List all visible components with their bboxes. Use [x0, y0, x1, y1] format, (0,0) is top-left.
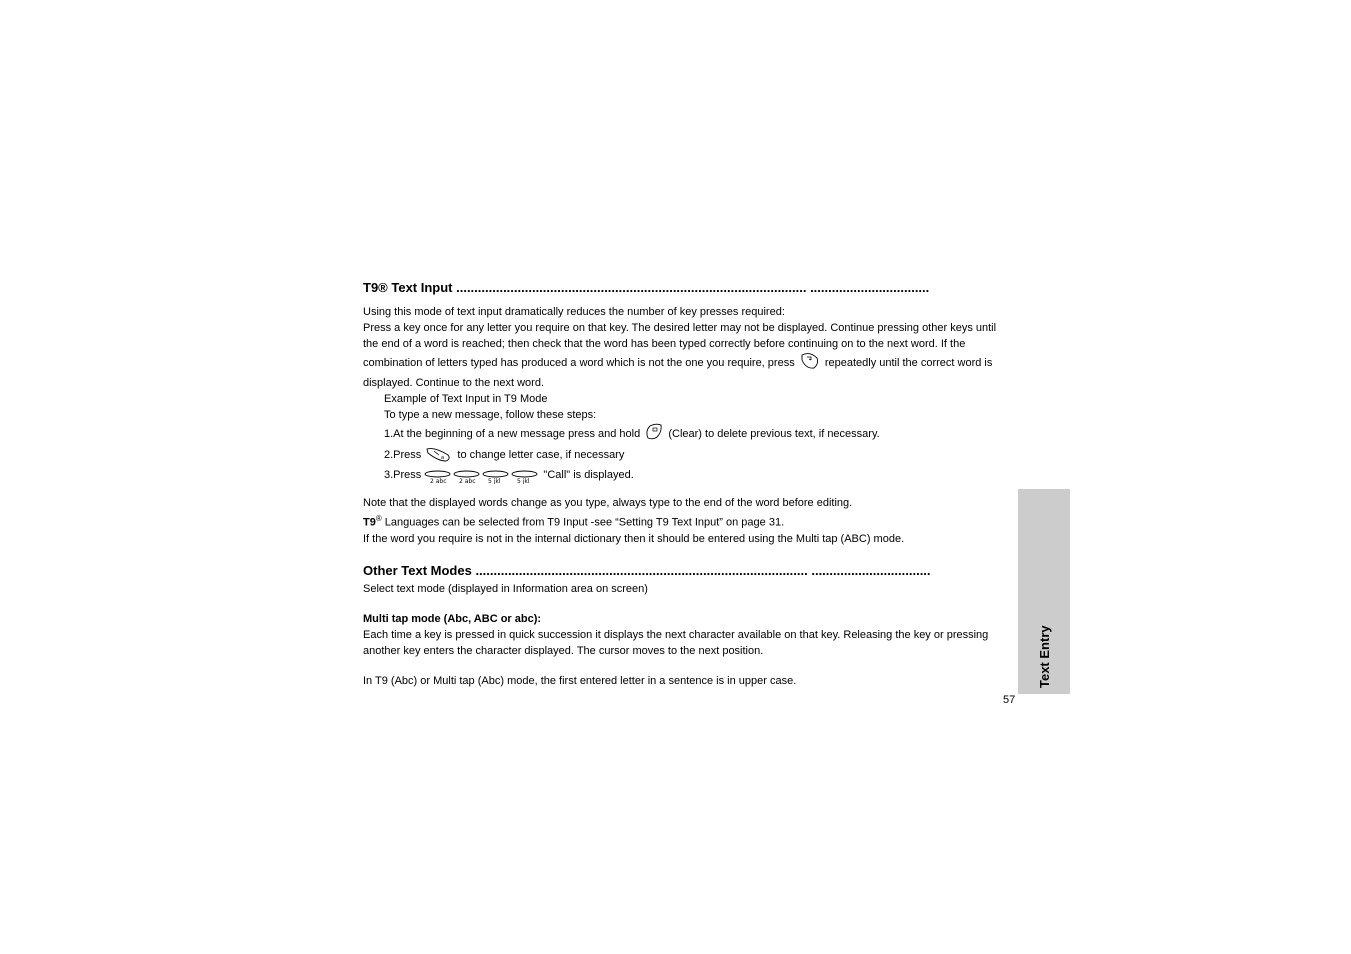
keypad-key-label: 2 abc — [459, 478, 476, 484]
step-1-text-2: (Clear) to delete previous text, if necessary. — [668, 428, 880, 440]
languages-line — [363, 511, 1008, 531]
upper-case-note: In T9 (Abc) or Multi tap (Abc) mode, the first entered letter in a sentence is in upper case. — [363, 674, 797, 687]
other-modes-intro: Select text mode (displayed in Information area on screen) — [363, 582, 648, 595]
note: Note that the displayed words change as you type, always type to the end of the word before editing. — [363, 497, 853, 509]
keypad-key-sequence — [424, 470, 540, 489]
registered-mark: ® — [375, 514, 382, 523]
step-2-text-2: to change letter case, if necessary — [457, 449, 625, 461]
keypad-key-icon — [453, 470, 480, 489]
section-heading-t9: T9® Text Input ................................................................................................. ................................. — [363, 280, 930, 295]
multitap-paragraph: Each time a key is pressed in quick succession it displays the next character available on that key. Releasing the key or pressing another key enters the character displayed. The cursor moves to the next position. — [363, 628, 989, 657]
t9-paragraph-text-1: Press a key once for any letter you require on that key. The desired letter may not be displayed. Continue pressing other keys until the end of a word is reached; then check that the word has been typed correctly before continuing on to the next word. If the combination of letters typed has produced a word which is not the one you require, press — [363, 322, 997, 369]
page-content — [363, 278, 1008, 689]
languages-text: Languages can be selected from T9 Input -see “Setting T9 Text Input” on page 31. — [381, 516, 785, 529]
t9-paragraph-text-2: repeatedly until the correct word is displayed. Continue to the next word. — [363, 357, 993, 389]
keypad-key-label: 5 jkl — [488, 478, 501, 484]
keypad-key-icon — [424, 470, 451, 489]
step-1-text-1: 1.At the beginning of a new message press and hold — [384, 428, 641, 440]
step-3-text-2: "Call" is displayed. — [543, 469, 634, 481]
t9-intro: Using this mode of text input dramatically reduces the number of key presses required: — [363, 306, 785, 318]
example-title: Example of Text Input in T9 Mode — [384, 393, 548, 405]
t9-paragraph — [363, 320, 1008, 391]
step-2 — [363, 446, 1008, 467]
clear-key-icon — [645, 423, 663, 446]
dictionary-note: If the word you require is not in the internal dictionary then it should be entered using the Multi tap (ABC) mode. — [363, 532, 905, 545]
t9-label: T9 — [363, 516, 376, 529]
chapter-side-tab — [1018, 489, 1070, 694]
star-key-icon — [426, 446, 452, 467]
step-2-text-1: 2.Press — [384, 449, 422, 461]
step-3-text-1: 3.Press — [384, 469, 422, 481]
step-3 — [363, 467, 1008, 489]
keypad-key-label: 5 jkl — [517, 478, 530, 484]
keypad-key-icon — [482, 470, 509, 489]
example-intro: To type a new message, follow these steps: — [384, 409, 597, 421]
keypad-key-icon — [511, 470, 538, 489]
navigation-key-icon — [800, 352, 820, 375]
svg-text:a: a — [441, 455, 445, 461]
step-1 — [363, 423, 1008, 446]
keypad-key-label: 2 abc — [430, 478, 447, 484]
chapter-side-tab-label: Text Entry — [1037, 625, 1052, 688]
multitap-subheading: Multi tap mode (Abc, ABC or abc): — [363, 612, 542, 625]
section-heading-other-modes: Other Text Modes ............................................................................................ ................................. — [363, 562, 931, 578]
page-number: 57 — [1003, 694, 1016, 706]
